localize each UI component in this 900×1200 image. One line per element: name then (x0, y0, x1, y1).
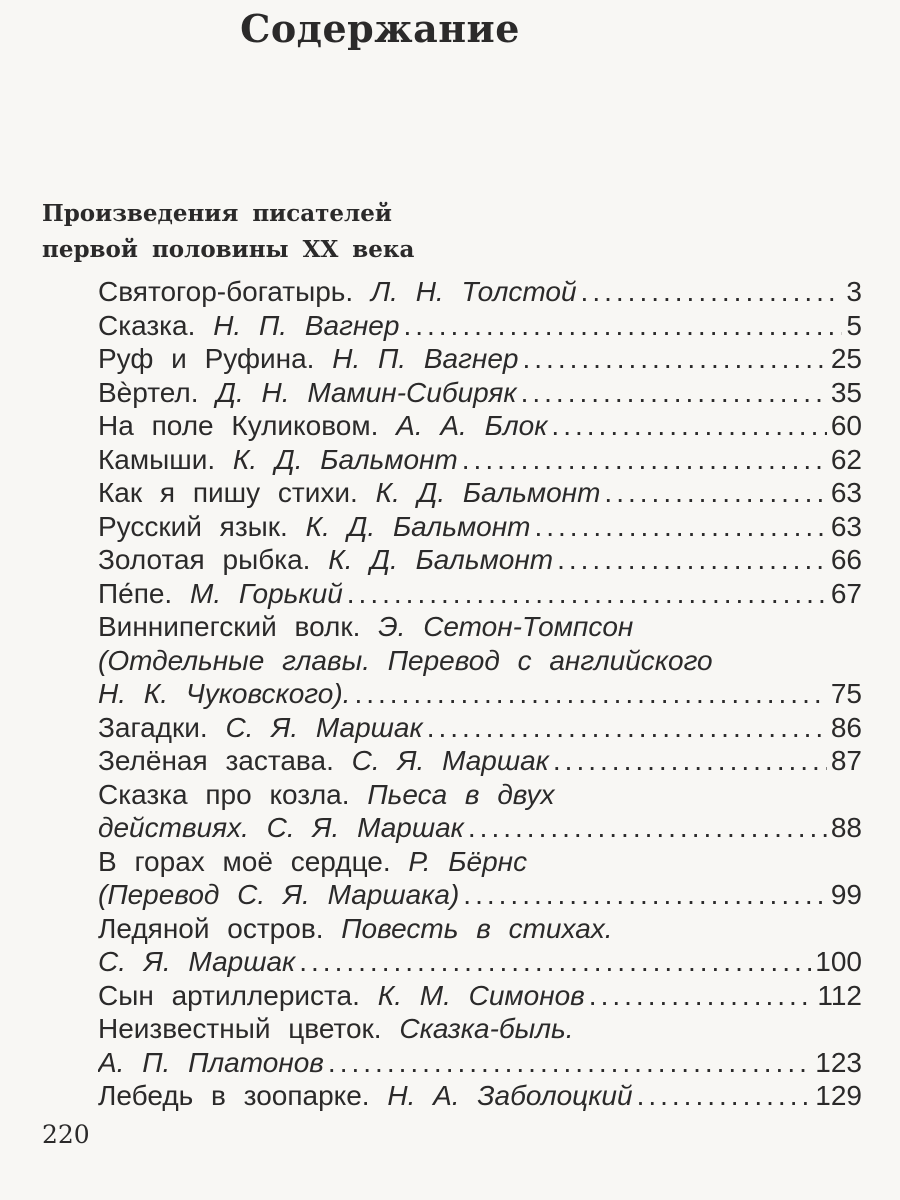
entry-author: Д. Н. Мамин-Сибиряк (216, 376, 517, 408)
dot-leader (347, 577, 827, 611)
entry-page: 99 (830, 879, 862, 910)
entry-title: Вѐртел. (98, 376, 199, 408)
entry-note: (Перевод С. Я. Маршака) (98, 879, 460, 910)
toc-entry (98, 543, 862, 577)
dot-leader (604, 476, 826, 510)
entry-subtitle: действиях. (98, 812, 249, 843)
entry-page: 112 (817, 979, 862, 1011)
entry-title: Неизвестный цветок. (98, 1013, 382, 1044)
dot-leader (557, 543, 827, 577)
page-title: Содержание (240, 6, 520, 51)
toc-entry (98, 275, 862, 309)
entry-author: Н. А. Заболоцкий (387, 1080, 633, 1111)
entry-title: Камыши. (98, 443, 216, 475)
toc-entry-continued (98, 644, 862, 678)
entry-page: 86 (830, 711, 862, 743)
entry-note: (Отдельные главы. Перевод с английского (98, 644, 713, 676)
toc-entry (98, 309, 862, 343)
entry-page: 66 (830, 544, 862, 575)
toc-entry-continued (98, 1046, 862, 1080)
entry-note: Н. К. Чуковского). (98, 678, 351, 709)
toc-entry (98, 409, 862, 443)
entry-page: 60 (830, 410, 862, 441)
toc-entry (98, 711, 862, 745)
toc-entry (98, 1079, 862, 1113)
entry-subtitle: Пьеса в двух (367, 778, 555, 810)
dot-leader (468, 811, 827, 845)
entry-page: 35 (830, 376, 862, 408)
entry-title: Пе́пе. (98, 577, 173, 609)
entry-title: На поле Куликовом. (98, 410, 379, 441)
toc-entry-continued (98, 878, 862, 912)
table-of-contents (98, 275, 862, 1113)
entry-author: К. М. Симонов (377, 979, 585, 1011)
entry-page: 25 (830, 343, 862, 374)
dot-leader (403, 309, 842, 343)
entry-title: В горах моё сердце. (98, 845, 391, 877)
toc-entry (98, 577, 862, 611)
entry-page: 63 (830, 477, 862, 508)
dot-leader (551, 409, 826, 443)
entry-author: К. Д. Бальмонт (375, 477, 601, 508)
entry-page: 75 (830, 678, 862, 709)
entry-author: К. Д. Бальмонт (232, 443, 458, 475)
entry-author: Э. Сетон-Томпсон (378, 611, 634, 642)
dot-leader (299, 945, 811, 979)
toc-entry (98, 610, 862, 644)
entry-title: Сказка про козла. (98, 778, 350, 810)
section-heading-line: первой половины XX века (42, 236, 415, 263)
entry-title: Руф и Руфина. (98, 343, 315, 374)
entry-author: К. Д. Бальмонт (328, 544, 554, 575)
entry-author: Н. П. Вагнер (332, 343, 519, 374)
toc-entry-continued (98, 945, 862, 979)
entry-author: Л. Н. Толстой (370, 276, 577, 307)
dot-leader (589, 979, 814, 1013)
entry-author: К. Д. Бальмонт (305, 510, 531, 542)
entry-page: 67 (830, 577, 862, 609)
entry-title: Золотая рыбка. (98, 544, 311, 575)
entry-author: С. Я. Маршак (351, 745, 549, 776)
dot-leader (553, 744, 827, 778)
dot-leader (521, 376, 827, 410)
entry-page: 3 (846, 276, 862, 307)
entry-subtitle: Сказка-быль. (399, 1013, 574, 1044)
entry-author: А. П. Платонов (98, 1046, 324, 1078)
entry-page: 87 (830, 745, 862, 776)
entry-title: Сын артиллериста. (98, 979, 360, 1011)
dot-leader (522, 342, 826, 376)
toc-entry (98, 845, 862, 879)
entry-title: Виннипегский волк. (98, 611, 361, 642)
entry-title: Сказка. (98, 309, 196, 341)
entry-title: Как я пишу стихи. (98, 477, 358, 508)
toc-entry (98, 912, 862, 946)
entry-title: Святогор-богатырь. (98, 276, 354, 307)
dot-leader (581, 275, 843, 309)
toc-entry (98, 979, 862, 1013)
dot-leader (463, 878, 827, 912)
toc-entry (98, 510, 862, 544)
entry-page: 62 (830, 443, 862, 475)
entry-page: 63 (830, 510, 862, 542)
toc-entry-continued (98, 677, 862, 711)
entry-page: 88 (830, 812, 862, 843)
dot-leader (328, 1046, 811, 1080)
entry-author: С. Я. Маршак (266, 812, 464, 843)
entry-page: 5 (846, 309, 862, 341)
section-heading (42, 196, 414, 268)
entry-page: 129 (815, 1080, 862, 1111)
entry-title: Ледяной остров. (98, 912, 324, 944)
entry-author: Н. П. Вагнер (213, 309, 400, 341)
entry-page: 123 (815, 1046, 862, 1078)
toc-entry (98, 342, 862, 376)
entry-author: С. Я. Маршак (225, 711, 423, 743)
entry-subtitle: Повесть в стихах. (341, 912, 613, 944)
toc-entry (98, 376, 862, 410)
entry-author: А. А. Блок (396, 410, 548, 441)
dot-leader (637, 1079, 812, 1113)
dot-leader (462, 443, 827, 477)
entry-title: Лебедь в зоопарке. (98, 1080, 370, 1111)
dot-leader (427, 711, 827, 745)
toc-entry (98, 476, 862, 510)
section-heading-line: Произведения писателей (42, 200, 392, 227)
entry-author: С. Я. Маршак (98, 946, 296, 977)
dot-leader (354, 677, 826, 711)
toc-entry (98, 1012, 862, 1046)
entry-title: Русский язык. (98, 510, 288, 542)
entry-page: 100 (815, 946, 862, 977)
page-number: 220 (42, 1120, 90, 1149)
toc-entry (98, 744, 862, 778)
entry-author: Р. Бёрнс (408, 845, 528, 877)
dot-leader (534, 510, 826, 544)
toc-entry-continued (98, 811, 862, 845)
entry-author: М. Горький (190, 577, 343, 609)
entry-title: Зелёная застава. (98, 745, 334, 776)
toc-entry (98, 443, 862, 477)
toc-entry (98, 778, 862, 812)
entry-title: Загадки. (98, 711, 208, 743)
